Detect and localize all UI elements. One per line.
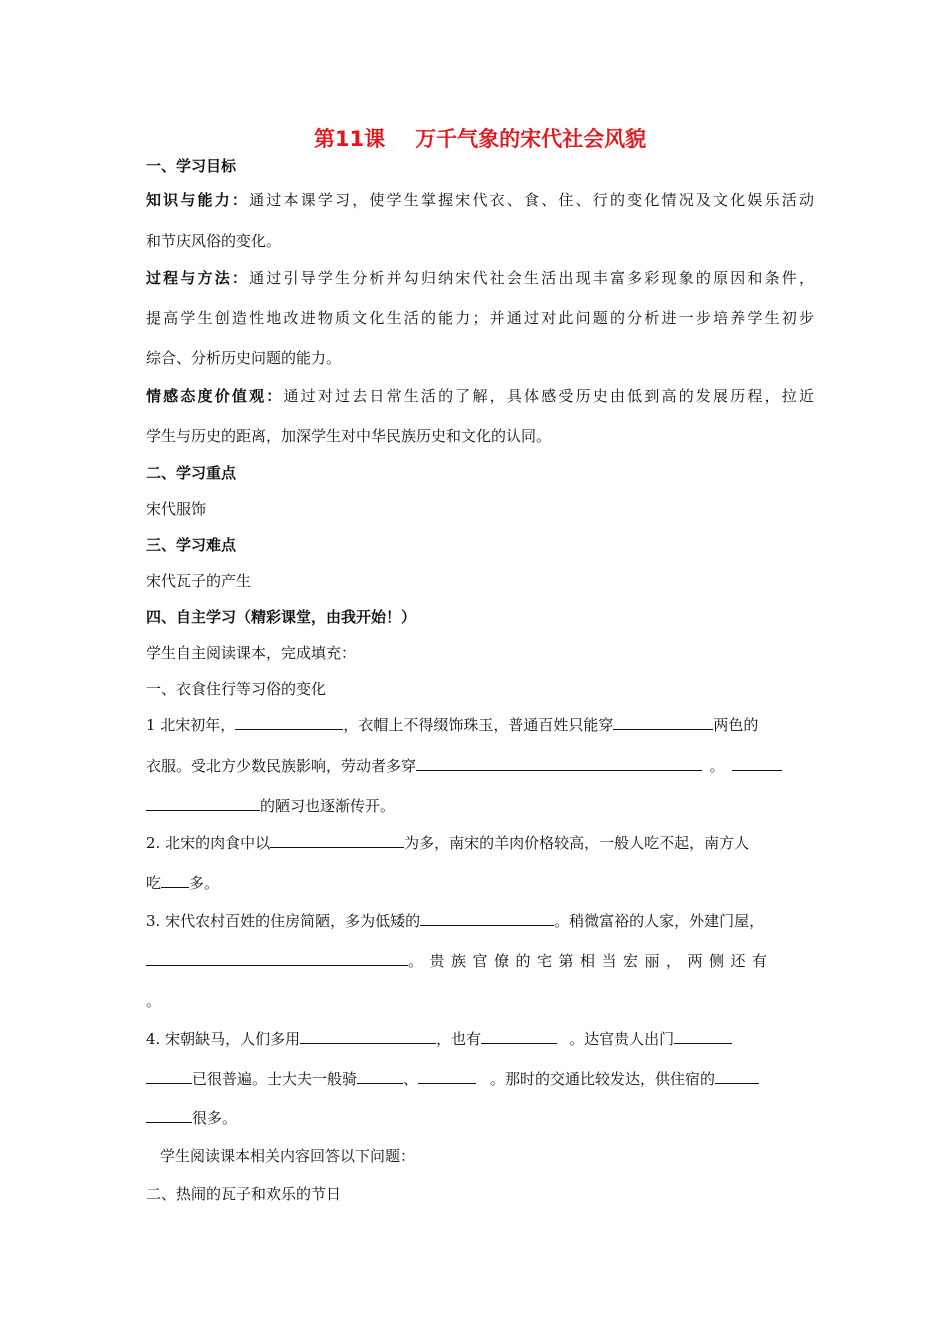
q3-text-a: 3. 宋代农村百姓的住房简陋，多为低矮的 xyxy=(146,912,421,930)
knowledge-label: 知识与能力： xyxy=(146,191,250,209)
objective-knowledge-line1 xyxy=(146,189,814,210)
q4-blank-6b[interactable] xyxy=(146,1107,192,1123)
q2-text-d: 多。 xyxy=(189,874,220,892)
q1-text-e: 。 xyxy=(709,757,725,775)
q4-line3 xyxy=(146,1107,237,1128)
q1-line1 xyxy=(146,714,758,735)
q3-text-b: 。稍微富裕的人家，外建门屋， xyxy=(554,912,765,930)
q4-line1 xyxy=(146,1028,732,1049)
section-heading-focus: 二、学习重点 xyxy=(146,464,237,482)
objective-process-line2: 提高学生创造性地改进物质文化生活的能力；并通过对此问题的分析进一步培养学生初步 xyxy=(146,309,814,327)
q1-text-d: 衣服。受北方少数民族影响，劳动者多穿 xyxy=(146,757,417,775)
q4-text-c: 。达官贵人出门 xyxy=(569,1030,675,1048)
read-questions-intro: 学生阅读课本相关内容回答以下问题： xyxy=(160,1147,416,1165)
emotion-label: 情感态度价值观： xyxy=(146,387,284,405)
lesson-name: 万千气象的宋代社会风貌 xyxy=(415,127,647,151)
q2-text-a: 2. 北宋的肉食中以 xyxy=(146,834,271,852)
section-heading-self-study: 四、自主学习（精彩课堂，由我开始！） xyxy=(146,608,417,626)
emotion-text: 通过对过去日常生活的了解，具体感受历史由低到高的发展历程，拉近 xyxy=(283,387,814,405)
section-heading-objectives: 一、学习目标 xyxy=(146,157,237,175)
q1-line3 xyxy=(146,795,395,816)
q3-line3: 。 xyxy=(146,992,162,1010)
page-title xyxy=(146,123,814,153)
q2-line1 xyxy=(146,832,749,853)
q4-line2 xyxy=(146,1068,759,1089)
objective-emotion-line1 xyxy=(146,385,814,406)
q2-text-b: 为多，南宋的羊肉价格较高，一般人吃不起，南方人 xyxy=(404,834,750,852)
q1-blank-4b[interactable] xyxy=(146,795,260,811)
q1-line2 xyxy=(146,755,782,776)
focus-text: 宋代服饰 xyxy=(146,500,207,518)
q4-text-e: 、 xyxy=(403,1070,419,1088)
q3-text-c: 。贵族官僚的宅第相当宏丽，两侧还有 xyxy=(408,952,774,970)
q4-blank-3b[interactable] xyxy=(146,1068,192,1084)
q1-blank-1[interactable] xyxy=(235,714,343,730)
objective-emotion-line2: 学生与历史的距离，加深学生对中华民族历史和文化的认同。 xyxy=(146,427,552,445)
q4-blank-6a[interactable] xyxy=(715,1068,759,1084)
q3-blank-2[interactable] xyxy=(146,950,408,966)
q4-blank-4[interactable] xyxy=(357,1068,403,1084)
objective-process-line3: 综合、分析历史问题的能力。 xyxy=(146,349,342,367)
lesson-number: 第11课 xyxy=(313,127,386,151)
q4-blank-2[interactable] xyxy=(481,1028,557,1044)
q1-blank-3[interactable] xyxy=(416,755,702,771)
q4-text-a: 4. 宋朝缺马，人们多用 xyxy=(146,1030,301,1048)
q1-text-c: 两色的 xyxy=(713,716,759,734)
q4-text-g: 很多。 xyxy=(192,1109,238,1127)
q1-text-b: ，衣帽上不得缀饰珠玉，普通百姓只能穿 xyxy=(343,716,614,734)
objective-process-line1 xyxy=(146,267,814,288)
q4-blank-3a[interactable] xyxy=(674,1028,732,1044)
q1-text-a: 1 北宋初年， xyxy=(146,716,236,734)
q2-blank-1[interactable] xyxy=(270,832,404,848)
part1-heading: 一、衣食住行等习俗的变化 xyxy=(146,680,327,698)
q2-blank-2[interactable] xyxy=(161,872,189,888)
objective-knowledge-line2: 和节庆风俗的变化。 xyxy=(146,232,282,250)
q4-blank-5[interactable] xyxy=(418,1068,476,1084)
q2-text-c: 吃 xyxy=(146,874,162,892)
self-study-intro: 学生自主阅读课本，完成填充： xyxy=(146,644,357,662)
q4-blank-1[interactable] xyxy=(300,1028,436,1044)
part2-heading: 二、热闹的瓦子和欢乐的节日 xyxy=(146,1185,342,1203)
q1-blank-2[interactable] xyxy=(613,714,713,730)
q4-text-f: 。那时的交通比较发达，供住宿的 xyxy=(490,1070,716,1088)
difficulty-text: 宋代瓦子的产生 xyxy=(146,572,252,590)
q1-text-f: 的陋习也逐渐传开。 xyxy=(260,797,396,815)
q3-blank-1[interactable] xyxy=(420,910,554,926)
process-label: 过程与方法： xyxy=(146,269,250,287)
q3-line1 xyxy=(146,910,764,931)
knowledge-text: 通过本课学习，使学生掌握宋代衣、食、住、行的变化情况及文化娱乐活动 xyxy=(249,191,814,209)
process-text: 通过引导学生分析并勾归纳宋代社会生活出现丰富多彩现象的原因和条件， xyxy=(249,269,814,287)
section-heading-difficulty: 三、学习难点 xyxy=(146,536,237,554)
q2-line2 xyxy=(146,872,219,893)
q3-line2 xyxy=(146,950,774,971)
q4-text-d: 已很普遍。士大夫一般骑 xyxy=(192,1070,358,1088)
q4-text-b: ，也有 xyxy=(436,1030,482,1048)
q1-blank-4a[interactable] xyxy=(732,755,782,771)
